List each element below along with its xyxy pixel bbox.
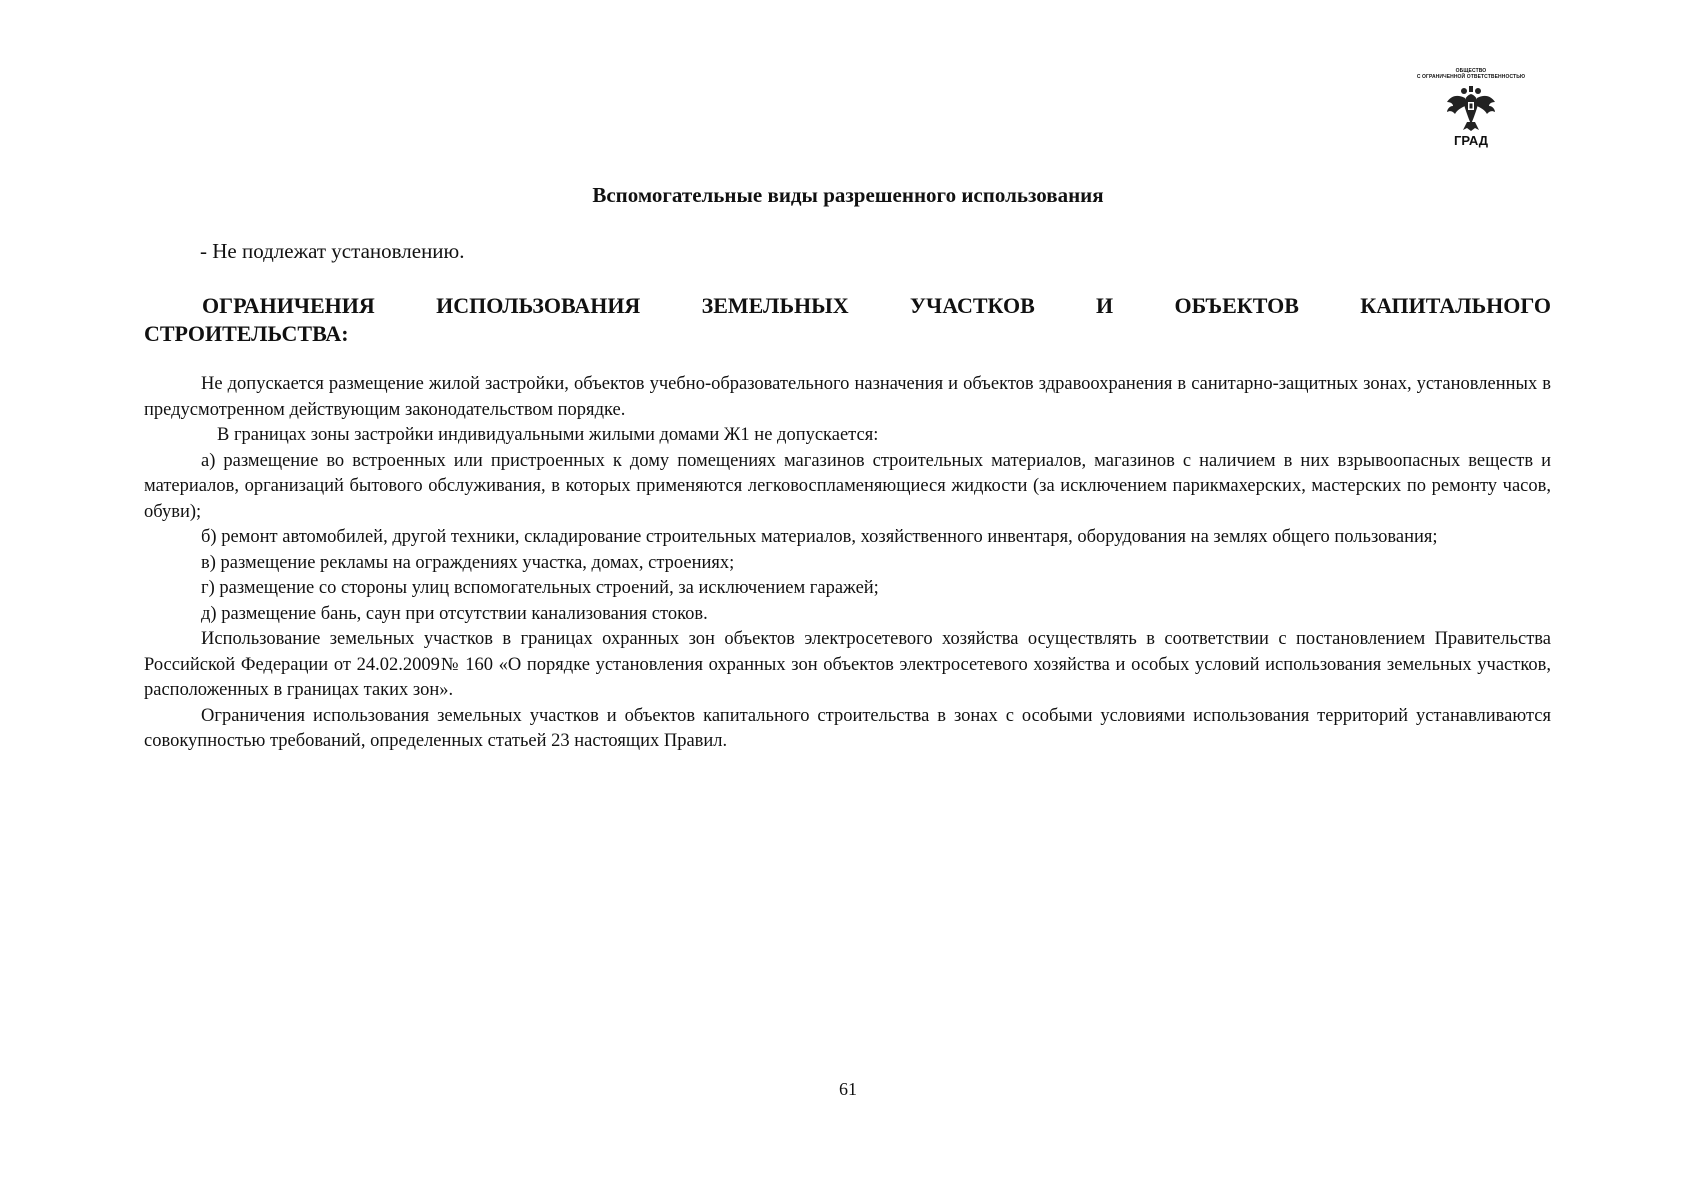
section-title-word: ЗЕМЕЛЬНЫХ bbox=[701, 293, 849, 318]
section-title-line2: СТРОИТЕЛЬСТВА: bbox=[144, 321, 349, 346]
double-headed-eagle-icon bbox=[1445, 84, 1497, 132]
list-item: а) размещение во встроенных или пристроенных к дому помещениях магазинов строительных материалов, магазинов с наличием в них взрывоопасных веществ и материалов, организаций бытового обслуживания, в которых применяются легковоспламеняющиеся жидкости (за исключением парикмахерских, мастерских по ремонту часов, обуви); bbox=[144, 450, 1551, 522]
list-item: в) размещение рекламы на ограждениях участка, домах, строениях; bbox=[201, 552, 735, 573]
section-title-word: ОБЪЕКТОВ bbox=[1174, 293, 1299, 318]
not-set-statement: - Не подлежат установлению. bbox=[200, 239, 465, 263]
section-title bbox=[144, 292, 1551, 348]
paragraph: Не допускается размещение жилой застройки, объектов учебно-образовательного назначения и объектов здравоохранения в санитарно-защитных зонах, установленных в предусмотренном действующим законодательством порядке. bbox=[144, 374, 1551, 420]
body-text bbox=[144, 372, 1551, 755]
section-title-word: ИСПОЛЬЗОВАНИЯ bbox=[436, 293, 641, 318]
paragraph: В границах зоны застройки индивидуальными жилыми домами Ж1 не допускается: bbox=[217, 425, 879, 445]
logo-name: ГРАД bbox=[1453, 133, 1489, 148]
page-number: 61 bbox=[839, 1079, 857, 1099]
list-item: б) ремонт автомобилей, другой техники, складирование строительных материалов, хозяйственного инвентаря, оборудования на землях общего пользования; bbox=[201, 527, 1438, 547]
list-item: д) размещение бань, саун при отсутствии канализования стоков. bbox=[201, 603, 708, 624]
section-title-word: УЧАСТКОВ bbox=[909, 293, 1035, 318]
section-title-word: И bbox=[1096, 293, 1114, 318]
section-title-word: ОГРАНИЧЕНИЯ bbox=[202, 293, 375, 318]
logo-org-line1: ОБЩЕСТВО bbox=[1455, 68, 1487, 74]
company-logo bbox=[1386, 68, 1556, 148]
list-item: г) размещение со стороны улиц вспомогательных строений, за исключением гаражей; bbox=[201, 578, 879, 598]
section-title-word: КАПИТАЛЬНОГО bbox=[1360, 293, 1551, 318]
logo-org-line2: С ОГРАНИЧЕННОЙ ОТВЕТСТВЕННОСТЬЮ bbox=[1416, 74, 1526, 80]
paragraph: Ограничения использования земельных участков и объектов капитального строительства в зонах с особыми условиями использования территорий устанавливаются совокупностью требований, определенных статьей 23 настоящих Правил. bbox=[144, 705, 1551, 751]
section-title-line1 bbox=[144, 292, 1551, 320]
paragraph: Использование земельных участков в границах охранных зон объектов электросетевого хозяйства осуществлять в соответствии с постановлением Правительства Российской Федерации от 24.02.2009№ 160 «О порядке установления охранных зон объектов электросетевого хозяйства и особых условий использования земельных участков, расположенных в границах таких зон». bbox=[144, 629, 1551, 700]
subsection-heading: Вспомогательные виды разрешенного использования bbox=[592, 183, 1104, 207]
